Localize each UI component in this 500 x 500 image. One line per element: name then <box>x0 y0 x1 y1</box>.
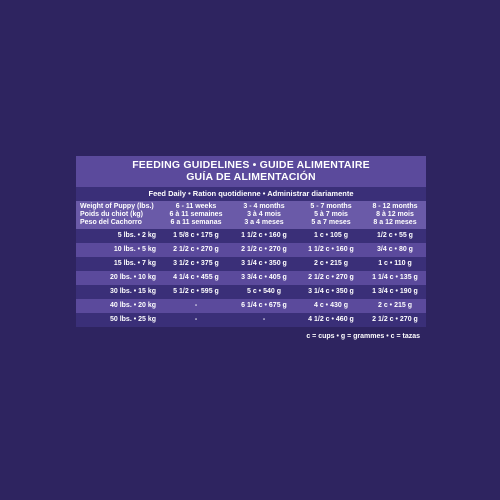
table-cell: 4 1/2 c • 460 g <box>298 313 364 327</box>
table-cell: 5 c • 540 g <box>230 285 298 299</box>
table-cell: 5 1/2 c • 595 g <box>162 285 230 299</box>
table-cell: 6 1/4 c • 675 g <box>230 299 298 313</box>
title-line-1: FEEDING GUIDELINES • GUIDE ALIMENTAIRE <box>132 159 370 171</box>
table-cell: 1 5/8 c • 175 g <box>162 229 230 243</box>
table-cell: 4 c • 430 g <box>298 299 364 313</box>
header-weight: Weight of Puppy (lbs.) Poids du chiot (kg) Peso del Cachorro <box>76 201 162 229</box>
table-cell: 2 1/2 c • 270 g <box>230 243 298 257</box>
table-cell: 2 1/2 c • 270 g <box>364 313 426 327</box>
table-cell: - <box>162 299 230 313</box>
table-cell: 1 1/4 c • 135 g <box>364 271 426 285</box>
table-row <box>76 229 426 243</box>
table-cell: 1/2 c • 55 g <box>364 229 426 243</box>
table-cell: 2 c • 215 g <box>298 257 364 271</box>
table-cell: 2 1/2 c • 270 g <box>298 271 364 285</box>
table-cell: 3 1/4 c • 350 g <box>230 257 298 271</box>
weight-cell: 10 lbs. • 5 kg <box>76 243 162 257</box>
weight-cell: 30 lbs. • 15 kg <box>76 285 162 299</box>
table-cell: 3 3/4 c • 405 g <box>230 271 298 285</box>
table-cell: 3 1/2 c • 375 g <box>162 257 230 271</box>
table-cell: 1 1/2 c • 160 g <box>230 229 298 243</box>
table-row <box>76 313 426 327</box>
table-row <box>76 285 426 299</box>
header-5-7-months: 5 - 7 months 5 à 7 mois 5 a 7 meses <box>298 201 364 229</box>
title-band <box>76 156 426 187</box>
table-cell: 1 c • 110 g <box>364 257 426 271</box>
table-row <box>76 299 426 313</box>
feeding-guidelines-panel <box>76 156 426 340</box>
table-header-row <box>76 201 426 229</box>
weight-cell: 15 lbs. • 7 kg <box>76 257 162 271</box>
weight-cell: 5 lbs. • 2 kg <box>76 229 162 243</box>
table-row <box>76 243 426 257</box>
header-6-11-weeks: 6 - 11 weeks 6 à 11 semaines 6 a 11 semanas <box>162 201 230 229</box>
table-row <box>76 271 426 285</box>
title-line-2: GUÍA DE ALIMENTACIÓN <box>186 171 316 183</box>
table-cell: 4 1/4 c • 455 g <box>162 271 230 285</box>
units-legend: c = cups • g = grammes • c = tazas <box>306 333 420 340</box>
weight-cell: 40 lbs. • 20 kg <box>76 299 162 313</box>
table-cell: 3/4 c • 80 g <box>364 243 426 257</box>
table-cell: - <box>230 313 298 327</box>
table-cell: - <box>162 313 230 327</box>
weight-cell: 50 lbs. • 25 kg <box>76 313 162 327</box>
table-cell: 2 c • 215 g <box>364 299 426 313</box>
table-row <box>76 257 426 271</box>
table-cell: 2 1/2 c • 270 g <box>162 243 230 257</box>
table-cell: 1 3/4 c • 190 g <box>364 285 426 299</box>
table-cell: 1 1/2 c • 160 g <box>298 243 364 257</box>
table-cell: 1 c • 105 g <box>298 229 364 243</box>
feeding-table <box>76 201 426 327</box>
header-8-12-months: 8 - 12 months 8 à 12 mois 8 a 12 meses <box>364 201 426 229</box>
header-3-4-months: 3 - 4 months 3 à 4 mois 3 a 4 meses <box>230 201 298 229</box>
feed-daily-subtitle: Feed Daily • Ration quotidienne • Administrar diariamente <box>76 187 426 201</box>
table-cell: 3 1/4 c • 350 g <box>298 285 364 299</box>
weight-cell: 20 lbs. • 10 kg <box>76 271 162 285</box>
